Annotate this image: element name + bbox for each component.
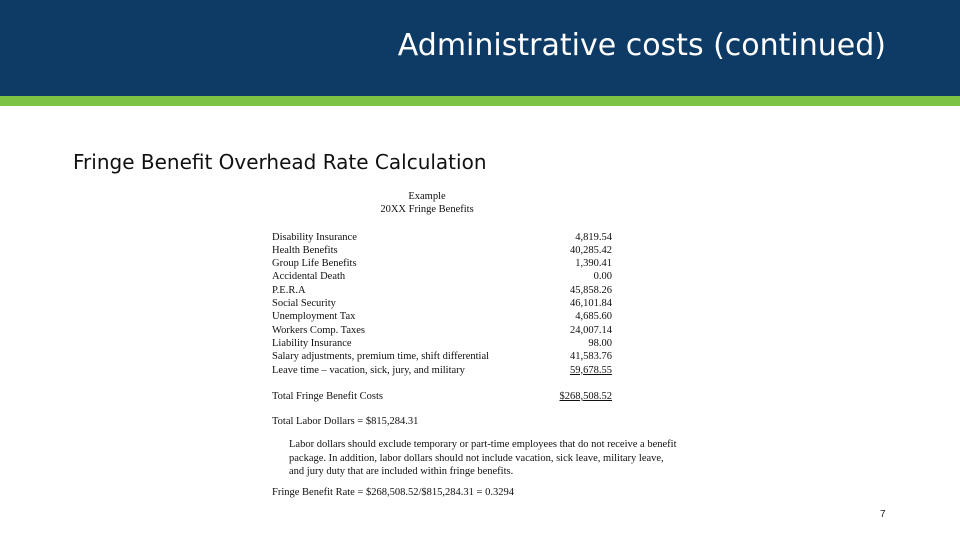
table-row: [272, 324, 612, 337]
table-row: [272, 297, 612, 310]
table-row: [272, 364, 612, 377]
row-label: Salary adjustments, premium time, shift differential: [272, 351, 490, 363]
table-row: [272, 244, 612, 257]
table-row: [272, 337, 612, 350]
total-row: [272, 390, 612, 403]
row-label: P.E.R.A: [272, 284, 306, 296]
row-label: Disability Insurance: [272, 231, 357, 243]
table-row: [272, 350, 612, 363]
slide-title: Administrative costs (continued): [397, 28, 886, 63]
document-heading-example: Example: [408, 191, 446, 202]
row-value: 1,390.41: [575, 258, 612, 270]
row-value: 98.00: [588, 337, 612, 349]
row-value: 45,858.26: [570, 284, 612, 296]
row-value: 24,007.14: [570, 324, 612, 336]
table-row: [272, 231, 612, 244]
benefit-table: [272, 231, 612, 377]
table-row: [272, 284, 612, 297]
accent-bar: [0, 96, 960, 106]
row-label: Leave time – vacation, sick, jury, and military: [272, 364, 465, 376]
fringe-benefit-document: [272, 190, 677, 500]
page-number: 7: [880, 509, 886, 520]
row-value: 46,101.84: [570, 298, 612, 310]
row-label: Social Security: [272, 298, 336, 310]
row-label: Group Life Benefits: [272, 258, 357, 270]
row-value: 0.00: [593, 271, 612, 283]
table-row: [272, 310, 612, 323]
row-value: 4,819.54: [575, 231, 612, 243]
row-value: 59,678.55: [570, 364, 612, 376]
row-label: Health Benefits: [272, 244, 338, 256]
total-labor-dollars: Total Labor Dollars = $815,284.31: [272, 416, 419, 428]
title-banner: [0, 0, 960, 96]
row-label: Unemployment Tax: [272, 311, 356, 323]
document-heading: [242, 190, 612, 217]
table-row: [272, 270, 612, 283]
row-label: Accidental Death: [272, 271, 346, 283]
labor-note: Labor dollars should exclude temporary or part-time employees that do not receive a benefit package. In addition, labor dollars should not include vacation, sick leave, military leave, and jury duty that are included within fringe benefits.: [289, 439, 677, 478]
document-heading-year: 20XX Fringe Benefits: [380, 204, 474, 216]
row-value: 4,685.60: [575, 311, 612, 323]
table-row: [272, 257, 612, 270]
row-value: 41,583.76: [570, 351, 612, 363]
total-label: Total Fringe Benefit Costs: [272, 390, 383, 402]
total-value: $268,508.52: [559, 390, 612, 402]
row-value: 40,285.42: [570, 244, 612, 256]
row-label: Workers Comp. Taxes: [272, 324, 366, 336]
fringe-benefit-rate: Fringe Benefit Rate = $268,508.52/$815,284.31 = 0.3294: [272, 487, 514, 499]
row-label: Liability Insurance: [272, 337, 352, 349]
slide-subtitle: Fringe Benefit Overhead Rate Calculation: [73, 150, 487, 174]
